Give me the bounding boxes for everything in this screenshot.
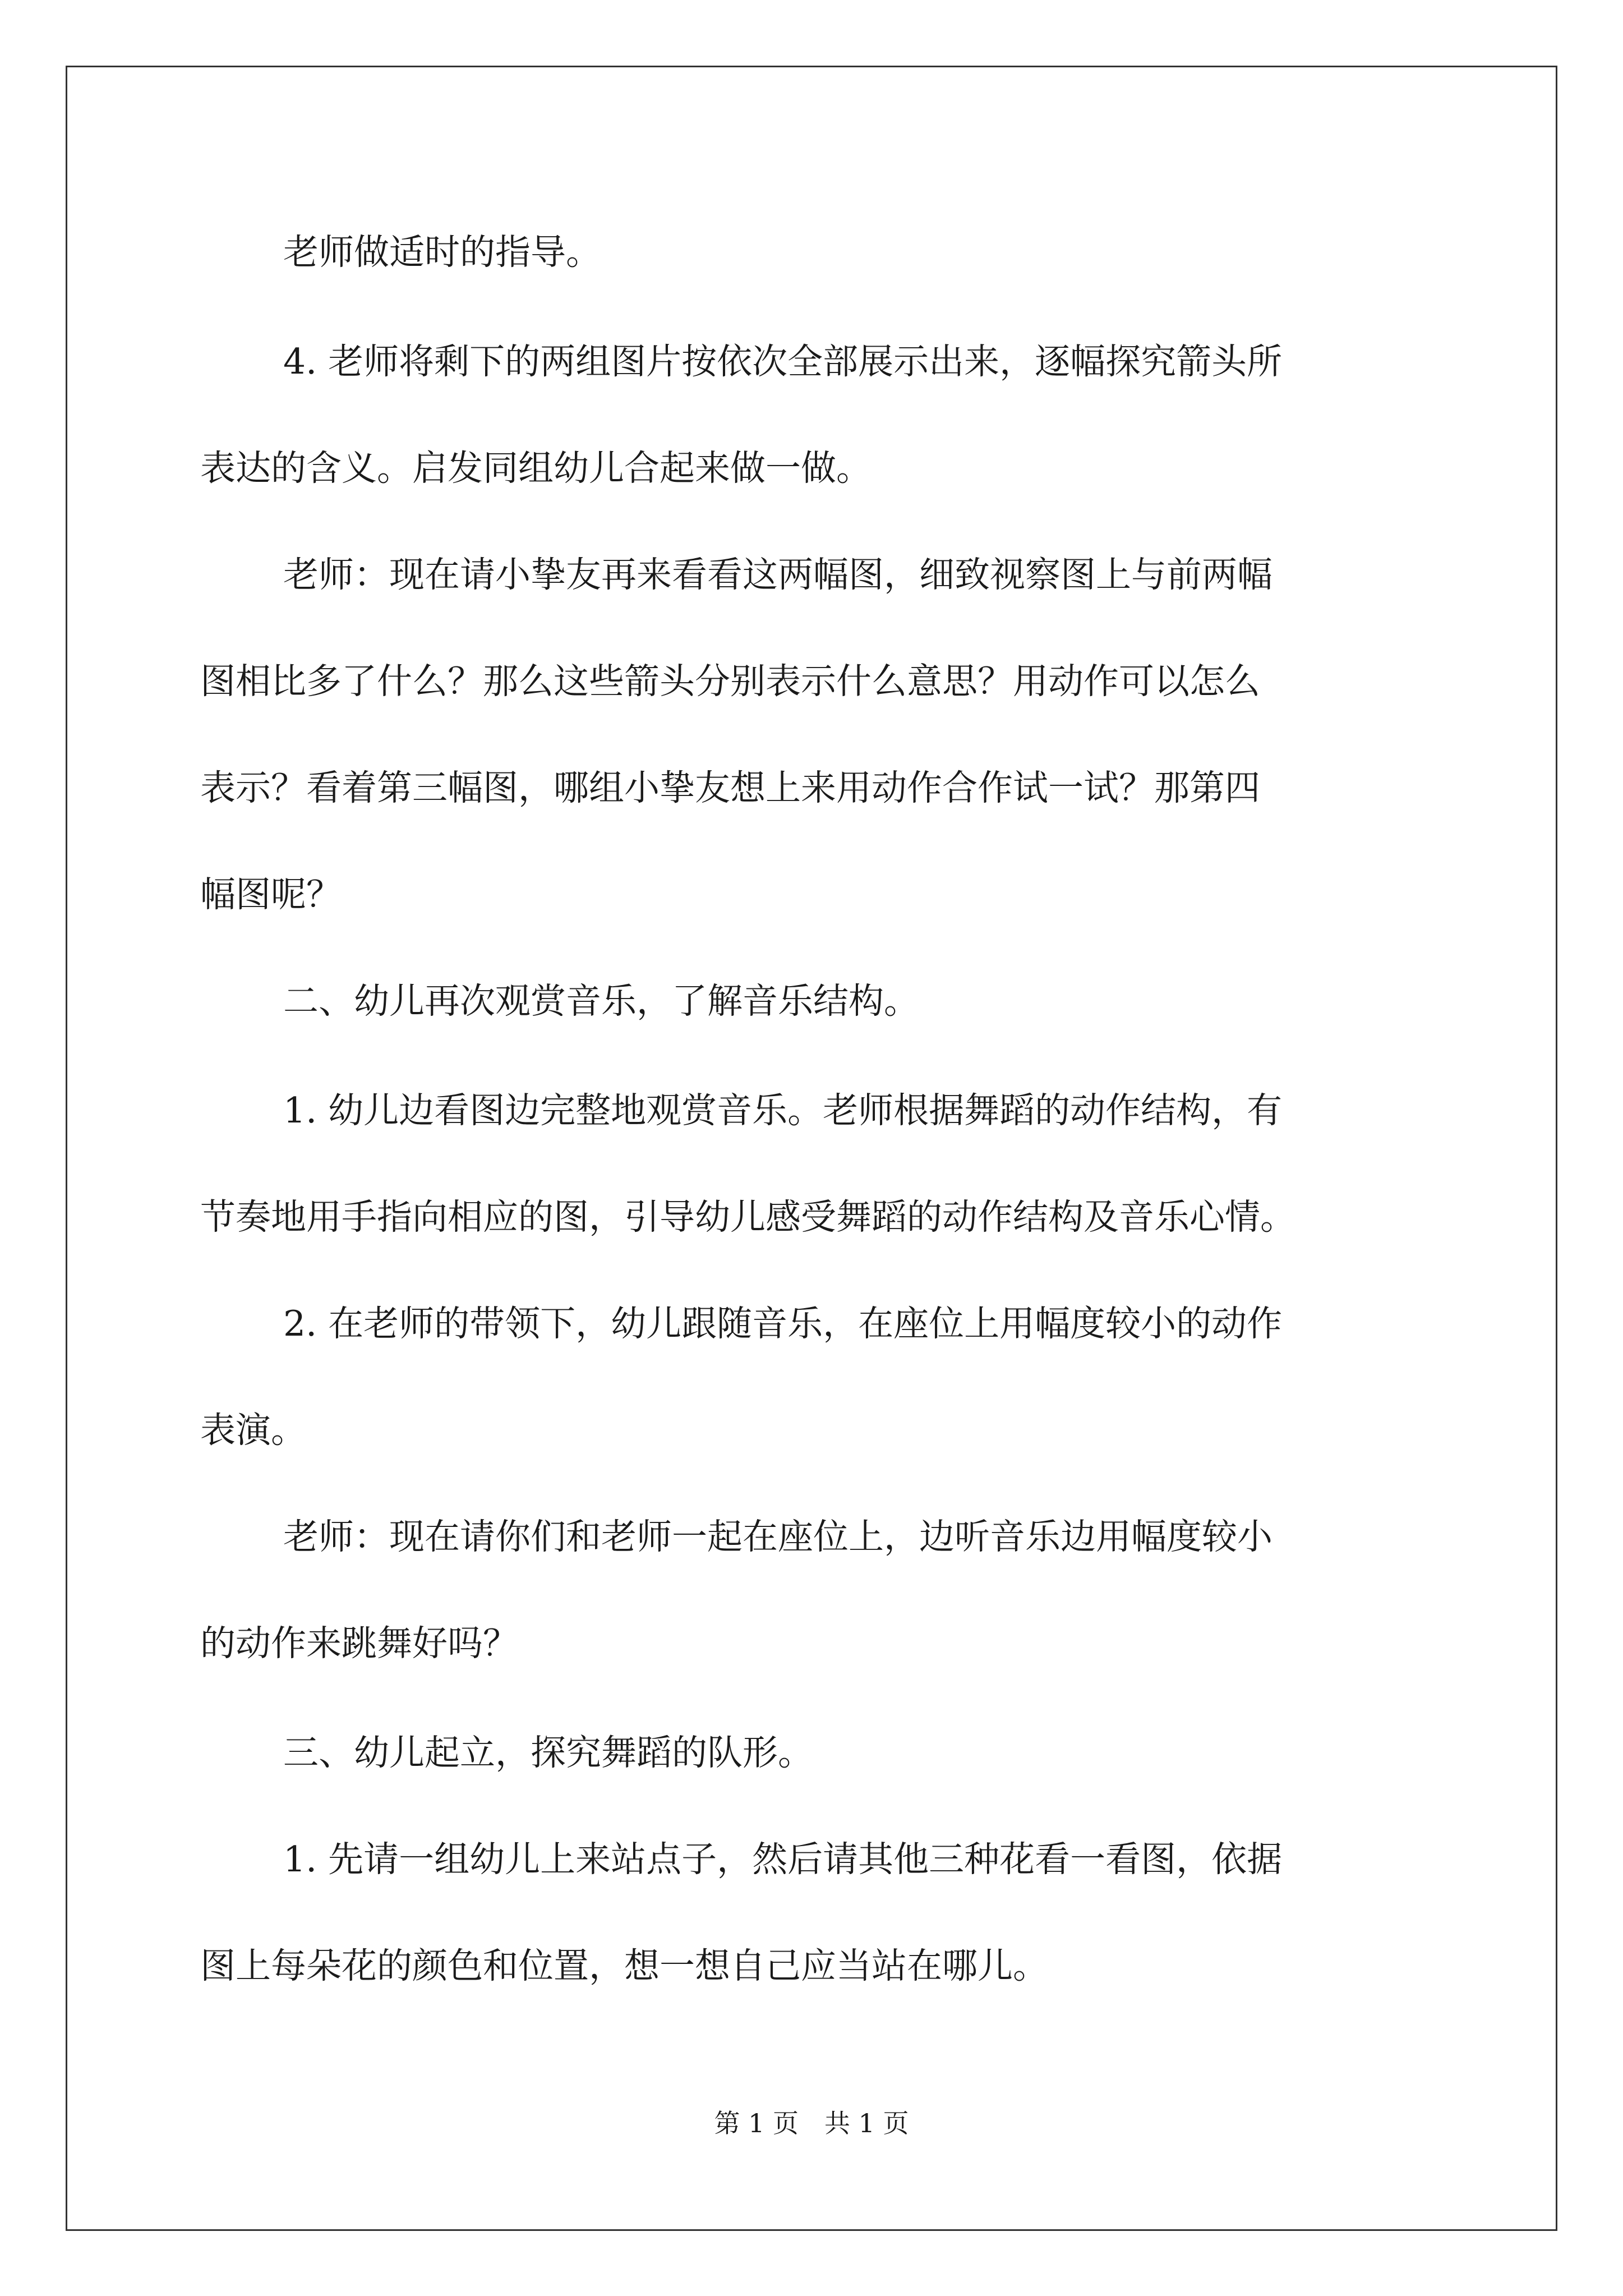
text-line: 节奏地用手指向相应的图，引导幼儿感受舞蹈的动作结构及音乐心情。 xyxy=(200,1197,1295,1237)
page-border xyxy=(66,66,1557,2231)
text-line: 2. 在老师的带领下，幼儿跟随音乐，在座位上用幅度较小的动作 xyxy=(283,1303,1283,1344)
text-line: 幅图呢？ xyxy=(200,874,342,915)
text-line: 二、幼儿再次观赏音乐，了解音乐结构。 xyxy=(283,981,919,1022)
text-line: 图上每朵花的颜色和位置，想一想自己应当站在哪儿。 xyxy=(200,1945,1048,1986)
text-line: 老师：现在请你们和老师一起在座位上，边听音乐边用幅度较小 xyxy=(283,1516,1272,1557)
text-line: 老师做适时的指导。 xyxy=(283,232,601,273)
text-line: 表达的含义。启发同组幼儿合起来做一做。 xyxy=(200,448,872,489)
text-line: 4. 老师将剩下的两组图片按依次全部展示出来，逐幅探究箭头所 xyxy=(283,341,1283,382)
text-line: 1. 幼儿边看图边完整地观赏音乐。老师根据舞蹈的动作结构，有 xyxy=(283,1090,1283,1131)
page-footer: 第 1 页 共 1 页 xyxy=(714,2108,909,2138)
text-line: 的动作来跳舞好吗？ xyxy=(200,1623,518,1664)
text-line: 三、幼儿起立，探究舞蹈的队形。 xyxy=(283,1732,813,1773)
text-line: 图相比多了什么？那么这些箭头分别表示什么意思？用动作可以怎么 xyxy=(200,661,1260,702)
text-line: 表演。 xyxy=(200,1410,306,1451)
text-line: 表示？看着第三幅图，哪组小挚友想上来用动作合作试一试？那第四 xyxy=(200,767,1260,808)
text-line: 1. 先请一组幼儿上来站点子，然后请其他三种花看一看图，依据 xyxy=(283,1839,1283,1880)
text-line: 老师：现在请小挚友再来看看这两幅图，细致视察图上与前两幅 xyxy=(283,554,1272,595)
